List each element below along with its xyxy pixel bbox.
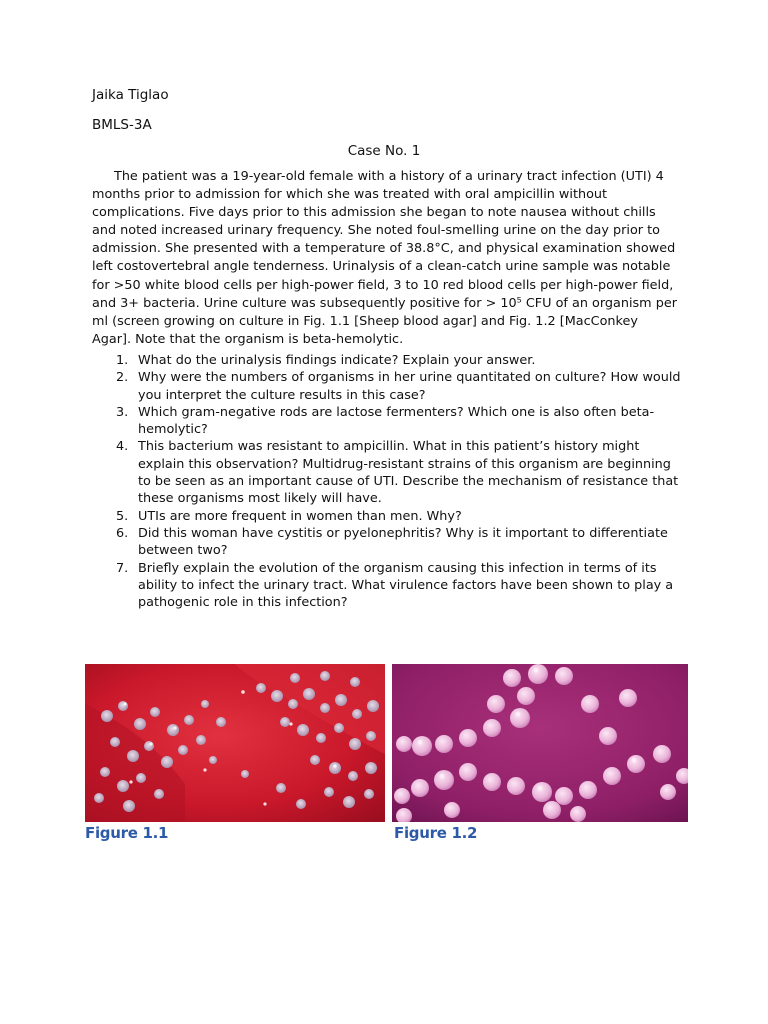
question-text: This bacterium was resistant to ampicillin. What in this patient’s history might explain this observation? Multidrug-resistant strains of this organism are beginning to be seen as an important cause of UTI. Describe the mechanism of resistance that these organisms most likely will have.: [138, 439, 679, 507]
question-number: 4.: [116, 439, 129, 455]
figure-blood-agar-image: [85, 664, 385, 822]
question-item: [92, 404, 682, 439]
question-number: 3.: [116, 404, 129, 420]
question-text: UTIs are more frequent in women than men. Why?: [138, 508, 462, 524]
question-list: [92, 352, 682, 611]
case-description: The patient was a 19-year-old female with a history of a urinary tract infection (UTI) 4 months prior to admission for which she was treated with oral ampicillin without complications. Five days prior to this admission she began to note nausea without chills and noted increased urinary frequency. She noted foul-smelling urine on the day prior to admission. She presented with a temperature of 38.8°C, and physical examination showed left costovertebral angle tenderness. Urinalysis of a clean-catch urine sample was notable for >50 white blood cells per high-power field, 3 to 10 red blood cells per high-power field, and 3+ bacteria. Urine culture was subsequently positive for > 10⁵ CFU of an organism per ml (screen growing on culture in Fig. 1.1 [Sheep blood agar] and Fig. 1.2 [MacConkey Agar]. Note that the organism is beta-hemolytic.: [92, 169, 677, 347]
class-section: BMLS-3A: [92, 117, 152, 133]
question-text: Why were the numbers of organisms in her urine quantitated on culture? How would you interpret the culture results in this case?: [138, 370, 681, 403]
figure-1-1-caption: Figure 1.1: [85, 824, 169, 842]
author-name: Jaika Tiglao: [92, 87, 169, 103]
question-item: [92, 525, 682, 560]
question-text: Briefly explain the evolution of the organism causing this infection in terms of its ability to infect the urinary tract. What virulence factors have been shown to play a pathogenic role in this infection?: [138, 560, 674, 611]
figure-1-2-caption: Figure 1.2: [394, 824, 478, 842]
question-text: Did this woman have cystitis or pyelonephritis? Why is it important to differentiate between two?: [138, 525, 668, 559]
question-item: [92, 352, 682, 369]
question-item: [92, 560, 682, 612]
case-title: Case No. 1: [347, 143, 421, 159]
question-text: Which gram-negative rods are lactose fermenters? Which one is also often beta-hemolytic?: [138, 404, 655, 438]
question-text: What do the urinalysis findings indicate? Explain your answer.: [138, 353, 536, 368]
question-number: 6.: [116, 525, 129, 541]
figure-macconkey-agar-image: [392, 664, 688, 822]
question-item: [92, 369, 682, 404]
question-number: 5.: [116, 508, 129, 524]
question-number: 1.: [116, 353, 129, 368]
question-number: 2.: [116, 370, 129, 386]
question-item: [92, 438, 682, 507]
question-item: [92, 508, 682, 525]
question-number: 7.: [116, 560, 129, 576]
